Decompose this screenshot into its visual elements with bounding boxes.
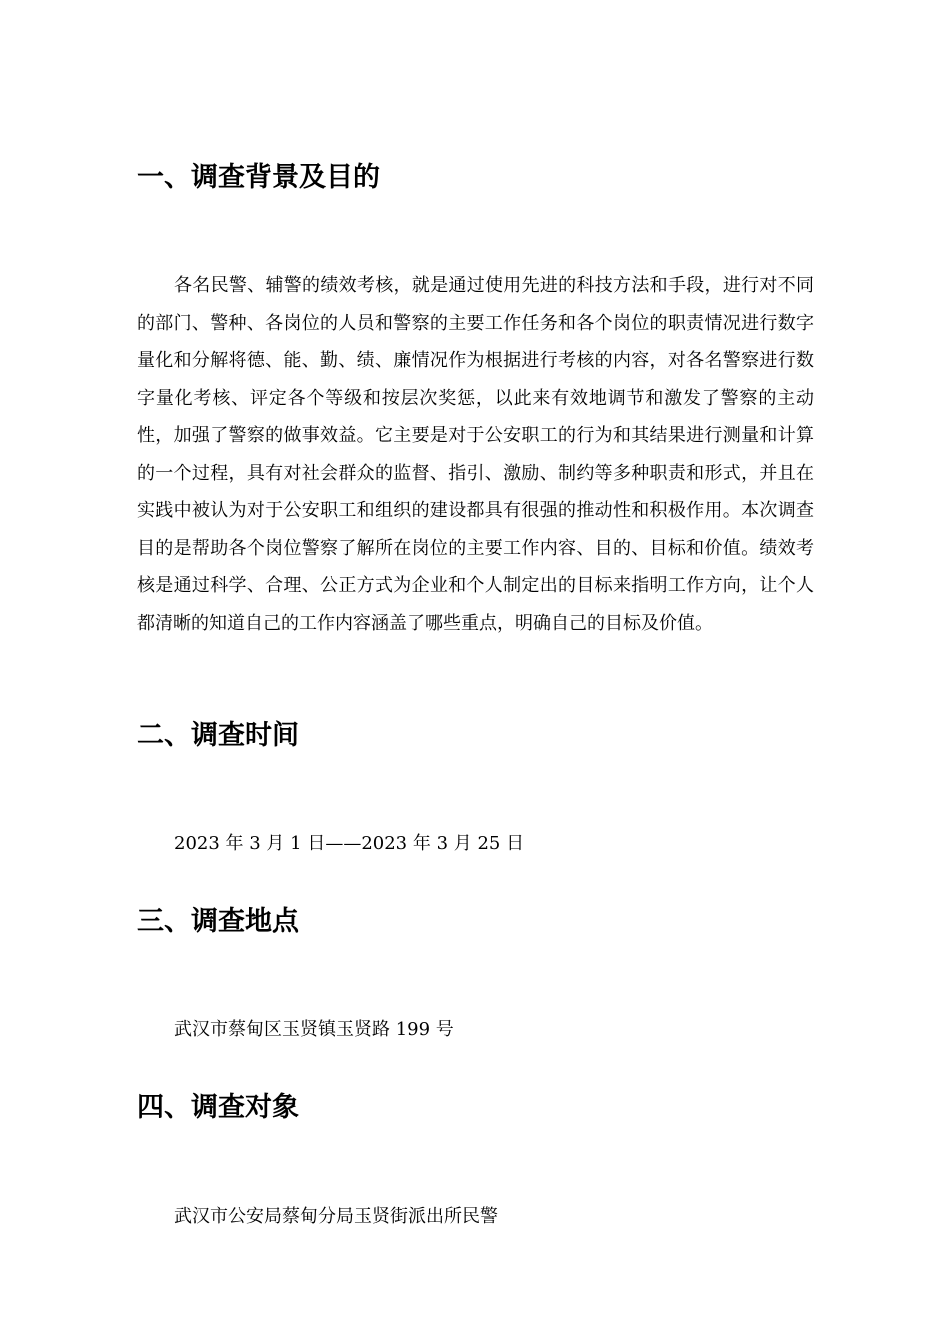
section-heading-background: 一、调查背景及目的 xyxy=(137,162,380,193)
section-body-time: 2023 年 3 月 1 日——2023 年 3 月 25 日 xyxy=(174,833,525,854)
section-body-background: 各名民警、辅警的绩效考核，就是通过使用先进的科技方法和手段，进行对不同的部门、警种、各岗位的人员和警察的主要工作任务和各个岗位的职责情况进行数字量化和分解将德、能、勤、绩、廉情况作为根据进行考核的内容，对各名警察进行数字量化考核、评定各个等级和按层次奖惩，以此来有效地调节和激发了警察的主动性，加强了警察的做事效益。它主要是对于公安职工的行为和其结果进行测量和计算的一个过程，具有对社会群众的监督、指引、激励、制约等多种职责和形式，并且在实践中被认为对于公安职工和组织的建设都具有很强的推动性和积极作用。本次调查目的是帮助各个岗位警察了解所在岗位的主要工作内容、目的、目标和价值。绩效考核是通过科学、合理、公正方式为企业和个人制定出的目标来指明工作方向，让个人都清晰的知道自己的工作内容涵盖了哪些重点，明确自己的目标及价值。 xyxy=(137,275,814,634)
section-heading-time: 二、调查时间 xyxy=(137,720,299,751)
section-heading-location: 三、调查地点 xyxy=(137,906,299,937)
section-body-location: 武汉市蔡甸区玉贤镇玉贤路 199 号 xyxy=(174,1019,454,1040)
section-heading-subjects: 四、调查对象 xyxy=(137,1092,299,1123)
section-body-subjects: 武汉市公安局蔡甸分局玉贤街派出所民警 xyxy=(174,1206,498,1227)
